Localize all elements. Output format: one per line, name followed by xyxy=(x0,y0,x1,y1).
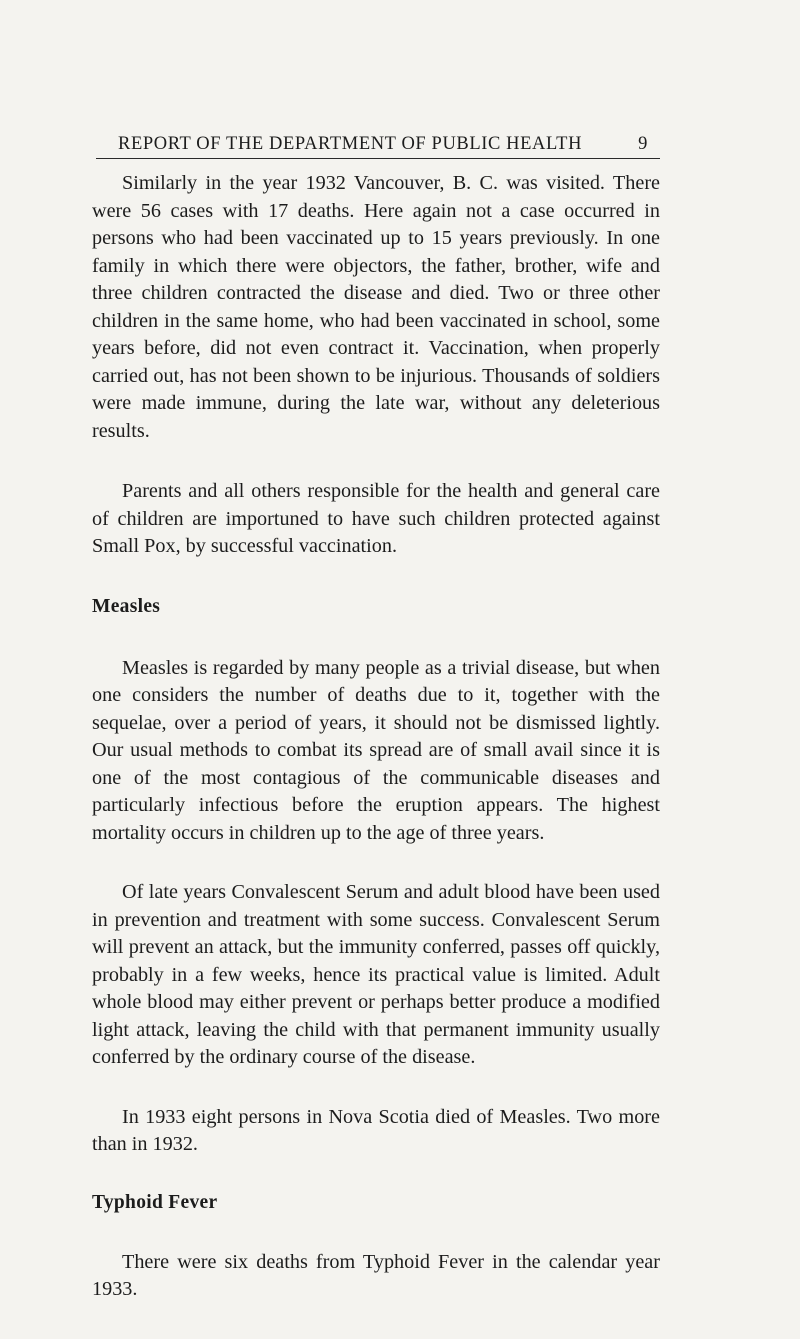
heading-measles: Measles xyxy=(92,595,161,617)
document-body xyxy=(92,170,660,1304)
page-number: 9 xyxy=(638,134,648,154)
header-title: REPORT OF THE DEPARTMENT OF PUBLIC HEALTH xyxy=(118,134,583,154)
paragraph-parents: Parents and all others responsible for the health and general care of children are importuned to have such children protected against Small Pox, by successful vaccination. xyxy=(92,480,660,557)
paragraph-measles-1933: In 1933 eight persons in Nova Scotia died of Measles. Two more than in 1932. xyxy=(92,1105,660,1155)
paragraph-measles-intro: Measles is regarded by many people as a trivial disease, but when one considers the number of deaths due to it, together with the sequelae, over a period of years, it should not be dismissed lightly. Our usual methods to combat its spread are of small avail since it is one of the most contagious of the communicable diseases and particularly infectious before the eruption appears. The highest mortality occurs in children up to the age of three years. xyxy=(92,656,660,844)
paragraph-typhoid-deaths: There were six deaths from Typhoid Fever in the calendar year 1933. xyxy=(92,1250,660,1300)
heading-typhoid-fever: Typhoid Fever xyxy=(92,1191,218,1213)
paragraph-convalescent-serum: Of late years Convalescent Serum and adult blood have been used in prevention and treatment with some success. Convalescent Serum will prevent an attack, but the immunity conferred, passes off quickly, probably in a few weeks, hence its practical value is limited. Adult whole blood may either prevent or perhaps better produce a modified light attack, leaving the child with that permanent immunity usually conferred by the ordinary course of the disease. xyxy=(92,881,660,1068)
paragraph-vancouver: Similarly in the year 1932 Vancouver, B. C. was visited. There were 56 cases with 17 deaths. Here again not a case occurred in persons who had been vaccinated up to 15 years previously. In one family in which there were objectors, the father, brother, wife and three children contracted the disease and died. Two or three other children in the same home, who had been vaccinated in school, some years before, did not even contract it. Vaccination, when properly carried out, has not been shown to be injurious. Thousands of soldiers were made immune, during the late war, without any deleterious results. xyxy=(92,172,660,442)
running-header xyxy=(96,128,660,159)
